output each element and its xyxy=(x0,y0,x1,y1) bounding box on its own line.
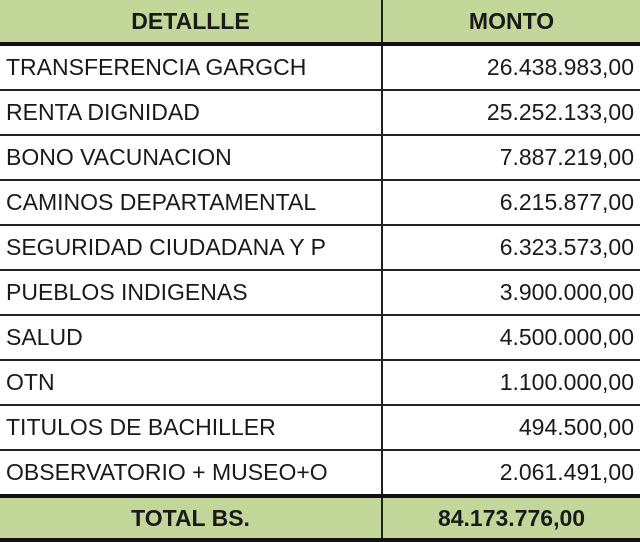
row-detail: BONO VACUNACION xyxy=(0,135,382,180)
table-row xyxy=(0,44,640,90)
row-detail: OTN xyxy=(0,360,382,405)
row-detail: RENTA DIGNIDAD xyxy=(0,90,382,135)
header-row xyxy=(0,0,640,44)
total-label: TOTAL BS. xyxy=(0,496,382,540)
row-amount: 1.100.000,00 xyxy=(382,360,640,405)
row-detail: SALUD xyxy=(0,315,382,360)
table-row xyxy=(0,90,640,135)
row-amount: 6.215.877,00 xyxy=(382,180,640,225)
row-amount: 2.061.491,00 xyxy=(382,450,640,496)
table-row xyxy=(0,360,640,405)
table-row xyxy=(0,225,640,270)
row-detail: CAMINOS DEPARTAMENTAL xyxy=(0,180,382,225)
table-row xyxy=(0,270,640,315)
row-amount: 494.500,00 xyxy=(382,405,640,450)
row-amount: 7.887.219,00 xyxy=(382,135,640,180)
table-row xyxy=(0,180,640,225)
total-row xyxy=(0,496,640,540)
table-row xyxy=(0,315,640,360)
row-amount: 25.252.133,00 xyxy=(382,90,640,135)
header-amount: MONTO xyxy=(382,0,640,44)
row-detail: SEGURIDAD CIUDADANA Y P xyxy=(0,225,382,270)
row-amount: 3.900.000,00 xyxy=(382,270,640,315)
total-amount: 84.173.776,00 xyxy=(382,496,640,540)
row-detail: OBSERVATORIO + MUSEO+O xyxy=(0,450,382,496)
header-detail: DETALLLE xyxy=(0,0,382,44)
row-amount: 4.500.000,00 xyxy=(382,315,640,360)
table-row xyxy=(0,135,640,180)
table-row xyxy=(0,450,640,496)
row-amount: 26.438.983,00 xyxy=(382,44,640,90)
row-detail: PUEBLOS INDIGENAS xyxy=(0,270,382,315)
row-detail: TITULOS DE BACHILLER xyxy=(0,405,382,450)
table-row xyxy=(0,405,640,450)
row-amount: 6.323.573,00 xyxy=(382,225,640,270)
row-detail: TRANSFERENCIA GARGCH xyxy=(0,44,382,90)
